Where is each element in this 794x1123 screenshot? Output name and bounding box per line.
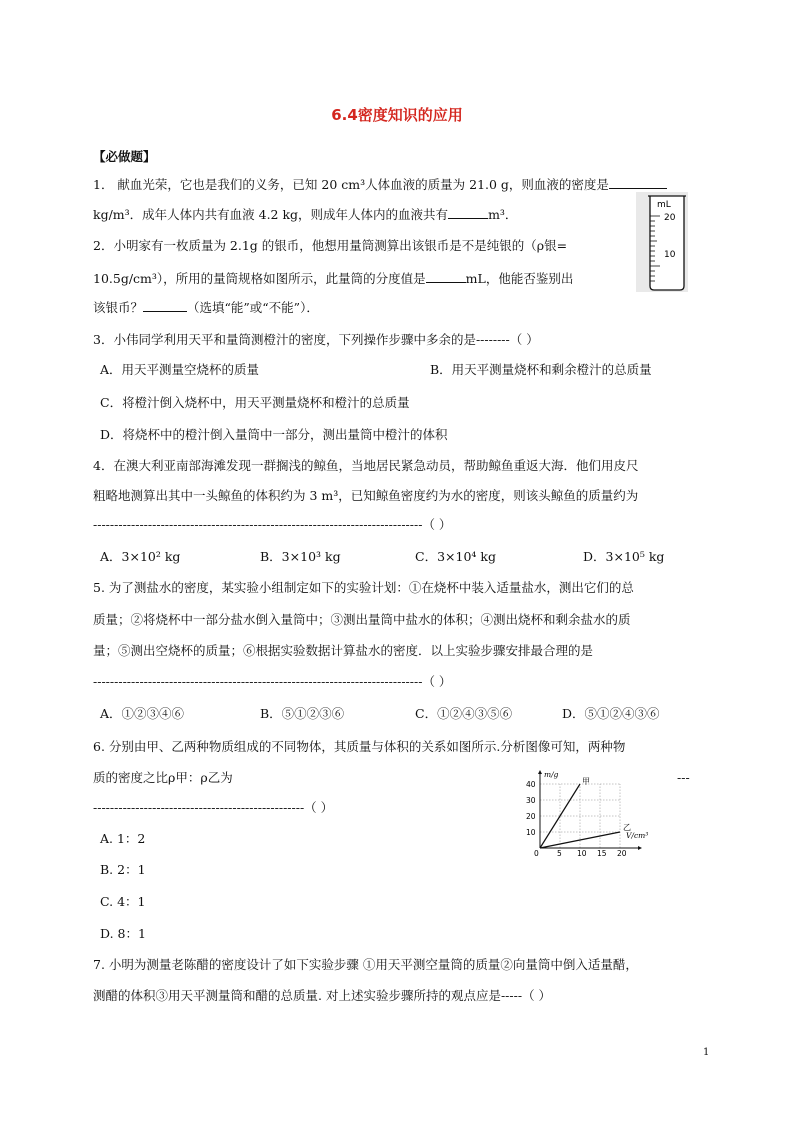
q3-option-c: C．将橙汁倒入烧杯中，用天平测量烧杯和橙汁的总质量 (100, 395, 410, 410)
q2-text4: （选填“能”或“不能”）． (187, 300, 319, 315)
cylinder-outline (650, 196, 684, 290)
q4-option-a: A．3×10² kg (100, 549, 181, 564)
q6-line3: --------------------------------------------------（ ） (93, 800, 334, 815)
q3-option-a: A．用天平测量空烧杯的质量 (100, 362, 260, 377)
x-tick-label: 10 (577, 849, 587, 856)
section-heading: 【必做题】 (93, 149, 156, 164)
q1-line2 (93, 206, 517, 223)
q6-option-d: D. 8：1 (100, 926, 146, 941)
q6-option-b: B. 2：1 (100, 862, 146, 877)
q6-option-c: C. 4：1 (100, 894, 146, 909)
q5-line2: 质量；②将烧杯中一部分盐水倒入量筒中；③测出量筒中盐水的体积；④测出烧杯和剩余盐水的质 (93, 612, 631, 627)
q4-option-c: C．3×10⁴ kg (415, 549, 496, 564)
graduated-cylinder-figure (636, 190, 688, 294)
series-label: 甲 (582, 777, 590, 786)
q3-option-b: B．用天平测量烧杯和剩余橙汁的总质量 (430, 362, 652, 377)
cylinder-tick-10: 10 (664, 250, 676, 260)
x-tick-label: 0 (534, 849, 539, 856)
q5-line4: ------------------------------------------------------------------------------（ ） (93, 674, 452, 689)
q3-option-d: D．将烧杯中的橙汁倒入量筒中一部分，测出量筒中橙汁的体积 (100, 427, 448, 442)
chart-grid (540, 784, 620, 848)
x-axis-arrow (638, 846, 642, 850)
y-axis-arrow (538, 770, 542, 774)
q5-option-a: A．①②③④⑥ (100, 706, 185, 721)
q3-stem: 3．小伟同学利用天平和量筒测橙汁的密度，下列操作步骤中多余的是--------（ ） (93, 332, 539, 347)
q1-unit: m³． (488, 207, 518, 222)
q4-line3: ------------------------------------------------------------------------------（ ） (93, 517, 452, 532)
q5-line3: 量；⑤测出空烧杯的质量；⑥根据实验数据计算盐水的密度．以上实验步骤安排最合理的是 (93, 643, 594, 658)
q2-blank-division (426, 270, 466, 283)
q4-option-b: B．3×10³ kg (260, 549, 341, 564)
cylinder-tick-20: 20 (664, 213, 676, 223)
q2-text: 10.5g/cm³），所用的量筒规格如图所示，此量筒的分度值是 (93, 271, 426, 286)
x-tick-label: 20 (617, 849, 627, 856)
x-tick-label: 5 (557, 849, 562, 856)
q1-text: 1． 献血光荣，它也是我们的义务，已知 20 cm³人体血液的质量为 21.0 g，则血液的密度是 (93, 177, 609, 192)
q1-blank-volume (448, 206, 488, 219)
x-axis-label: V/cm³ (626, 831, 649, 840)
series-line-yi (540, 832, 620, 848)
q1-blank-density (609, 176, 667, 189)
q5-option-c: C．①②④③⑤⑥ (415, 706, 513, 721)
page-title: 6.4密度知识的应用 (331, 106, 463, 124)
q4-line1: 4．在澳大利亚南部海滩发现一群搁浅的鲸鱼，当地居民紧急动员，帮助鲸鱼重返大海．他们用皮尺 (93, 458, 639, 473)
q5-option-b: B．⑤①②③⑥ (260, 706, 345, 721)
q1-text2: kg/m³．成年人体内共有血液 4.2 kg，则成年人体内的血液共有 (93, 207, 449, 222)
q1-line1 (93, 176, 667, 193)
q6-line2: 质的密度之比ρ甲：ρ乙为 (93, 770, 233, 785)
q7-line2: 测醋的体积③用天平测量筒和醋的总质量. 对上述实验步骤所持的观点应是-----（ ） (93, 988, 552, 1003)
chart-ticks (526, 780, 627, 856)
q2-line1: 2．小明家有一枚质量为 2.1g 的银币，他想用量筒测算出该银币是不是纯银的（ρ银= (93, 238, 568, 253)
q4-option-d: D．3×10⁵ kg (583, 549, 665, 564)
q4-line2: 粗略地测算出其中一头鲸鱼的体积约为 3 m³，已知鲸鱼密度约为水的密度，则该头鲸鱼的质量约为 (93, 488, 639, 503)
q2-text3: 该银币？ (93, 300, 144, 315)
q5-line1: 5. 为了测盐水的密度，某实验小组制定如下的实验计划：①在烧杯中装入适量盐水，测出它们的总 (93, 580, 634, 595)
y-axis-label: m/g (544, 770, 559, 779)
q2-text2: mL，他能否鉴别出 (465, 271, 574, 286)
cylinder-unit-label: mL (657, 200, 671, 210)
page-number: 1 (703, 1047, 710, 1058)
q6-line1: 6. 分别由甲、乙两种物质组成的不同物体，其质量与体积的关系如图所示.分析图像可知，两种物 (93, 739, 626, 754)
y-tick-label: 40 (526, 780, 536, 789)
mass-volume-chart (520, 768, 660, 856)
y-tick-label: 20 (526, 812, 536, 821)
chart-series (540, 777, 631, 848)
q2-line3 (93, 299, 319, 316)
q2-line2 (93, 270, 573, 287)
y-tick-label: 10 (526, 828, 536, 837)
q6-line2-dash: --- (677, 770, 690, 785)
q6-option-a: A. 1：2 (100, 831, 146, 846)
q7-line1: 7. 小明为测量老陈醋的密度设计了如下实验步骤 ①用天平测空量筒的质量②向量筒中倒入适量醋， (93, 957, 638, 972)
x-tick-label: 15 (597, 849, 607, 856)
series-label: 乙 (623, 823, 631, 832)
q2-blank-answer (143, 299, 187, 312)
y-tick-label: 30 (526, 796, 536, 805)
q5-option-d: D．⑤①②④③⑥ (562, 706, 660, 721)
